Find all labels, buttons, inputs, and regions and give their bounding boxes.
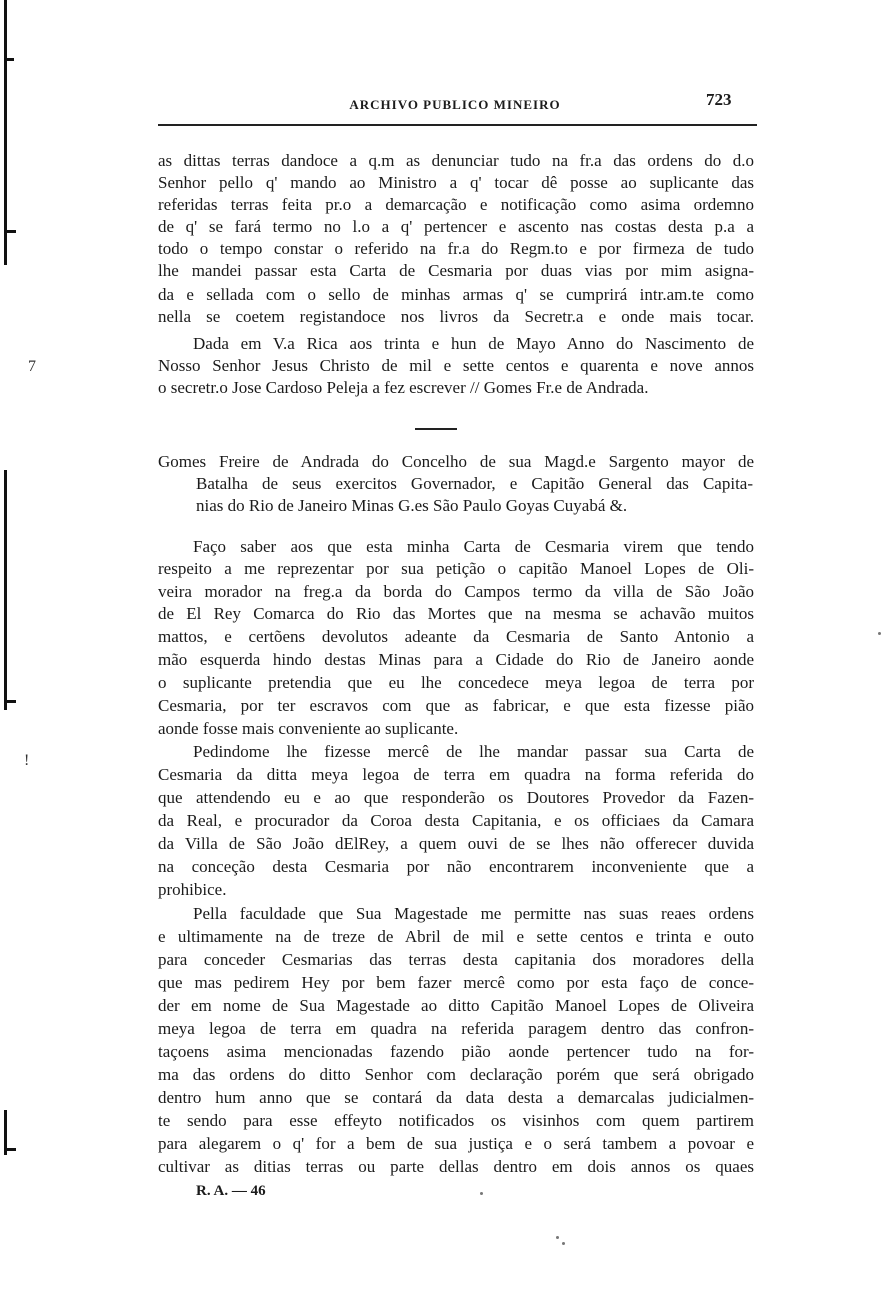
text-line: mattos, e certõens devolutos adeante da Cesmaria de Santo Antonio a <box>158 627 754 646</box>
text-line: nella se coetem registandoce nos livros da Secretr.a e onde mais tocar. <box>158 307 754 326</box>
text-line: prohibice. <box>158 880 227 899</box>
text-line: meya legoa de terra em quadra na referida paragem dentro das confron- <box>158 1019 754 1038</box>
header-rule <box>158 124 757 126</box>
binding-tick <box>4 700 16 703</box>
text-line: que mas pedirem Hey por bem fazer mercê como por esta faço de conce- <box>158 973 754 992</box>
text-line: o suplicante pretendia que eu lhe concedece meya legoa de terra por <box>158 673 754 692</box>
print-speck <box>556 1236 559 1239</box>
text-line: para conceder Cesmarias das terras desta capitania dos moradores della <box>158 950 754 969</box>
text-line: taçoens asima mencionadas fazendo pião aonde pertencer tudo na for- <box>158 1042 754 1061</box>
print-speck <box>878 632 881 635</box>
text-line: lhe mandei passar esta Carta de Cesmaria por duas vias por mim asigna- <box>158 261 754 280</box>
print-speck <box>480 1192 483 1195</box>
text-line: Nosso Senhor Jesus Christo de mil e sette centos e quarenta e nove annos <box>158 356 754 375</box>
text-line: da Real, e procurador da Coroa desta Capitania, e os officiaes da Camara <box>158 811 754 830</box>
text-line: as dittas terras dandoce a q.m as denunciar tudo na fr.a das ordens do d.o <box>158 151 754 170</box>
heading-line: Batalha de seus exercitos Governador, e Capitão General das Capita- <box>196 474 753 493</box>
text-line: mão esquerda hindo destas Minas para a Cidade do Rio de Janeiro aonde <box>158 650 754 669</box>
print-speck <box>562 1242 565 1245</box>
running-header: ARCHIVO PUBLICO MINEIRO <box>349 97 561 112</box>
text-line: Senhor pello q' mando ao Ministro a q' tocar dê posse ao suplicante das <box>158 173 754 192</box>
text-line: te sendo para esse effeyto notificados os visinhos com quem partirem <box>158 1111 754 1130</box>
page-number: 723 <box>706 90 732 109</box>
text-line: que attendendo eu e ao que responderão os Doutores Provedor da Fazen- <box>158 788 754 807</box>
text-line: der em nome de Sua Magestade ao ditto Capitão Manoel Lopes de Oliveira <box>158 996 754 1015</box>
text-line: Pella faculdade que Sua Magestade me permitte nas suas reaes ordens <box>193 904 754 923</box>
text-line: da e sellada com o sello de minhas armas q' se cumprirá intr.am.te como <box>158 285 754 304</box>
binding-tick <box>4 1148 16 1151</box>
text-line: de q' se fará termo no l.o a q' pertencer e ascento nas costas desta p.a a <box>158 217 754 236</box>
text-line: o secretr.o Jose Cardoso Peleja a fez escrever // Gomes Fr.e de Andrada. <box>158 378 649 397</box>
text-line: referidas terras feita pr.o a demarcação e notificação como asima ordemno <box>158 195 754 214</box>
text-line: Cesmaria, por ter escravos com que as fabricar, e que esta fizesse pião <box>158 696 754 715</box>
text-line: aonde fosse mais conveniente ao suplicante. <box>158 719 459 738</box>
binding-edge-mid <box>4 470 7 710</box>
text-line: na conceção desta Cesmaria por não encontrarem inconveniente que a <box>158 857 754 876</box>
text-line: dentro hum anno que se contará da data desta a demarcalas judicialmen- <box>158 1088 754 1107</box>
text-line: cultivar as ditias terras ou parte dellas dentro em dois annos os quaes <box>158 1157 754 1176</box>
text-line: todo o tempo constar o referido na fr.a do Regm.to e por firmeza de tudo <box>158 239 754 258</box>
text-line: da Villa de São João dElRey, a quem ouvi de se lhes não offerecer duvida <box>158 834 754 853</box>
text-line: para alegarem o q' for a bem de sua justiça e o será tambem a povoar e <box>158 1134 754 1153</box>
text-line: Pedindome lhe fizesse mercê de lhe mandar passar sua Carta de <box>193 742 754 761</box>
binding-tick <box>4 230 16 233</box>
margin-mark-2: ! <box>24 752 30 769</box>
text-line: de El Rey Comarca do Rio das Mortes que na mesma se achavão muitos <box>158 604 754 623</box>
signature-mark: R. A. — 46 <box>196 1183 266 1199</box>
text-line: Cesmaria da ditta meya legoa de terra em quadra na forma referida do <box>158 765 754 784</box>
text-line: respeito a me reprezentar por sua petição o capitão Manoel Lopes de Oli- <box>158 559 754 578</box>
binding-edge-top <box>4 0 7 265</box>
heading-line: Gomes Freire de Andrada do Concelho de sua Magd.e Sargento mayor de <box>158 452 754 471</box>
text-line: veira morador na freg.a da borda do Campos termo da villa de São João <box>158 582 754 601</box>
binding-tick <box>4 58 14 61</box>
text-line: ma das ordens do ditto Senhor com declaração porém que será obrigado <box>158 1065 754 1084</box>
text-line: Faço saber aos que esta minha Carta de Cesmaria virem que tendo <box>193 537 754 556</box>
text-line: Dada em V.a Rica aos trinta e hun de Mayo Anno do Nascimento de <box>193 334 754 353</box>
text-line: e ultimamente na de treze de Abril de mil e sette centos e trinta e outo <box>158 927 754 946</box>
section-divider <box>415 428 457 430</box>
heading-line: nias do Rio de Janeiro Minas G.es São Paulo Goyas Cuyabá &. <box>196 496 628 515</box>
margin-mark: 7 <box>28 358 36 375</box>
